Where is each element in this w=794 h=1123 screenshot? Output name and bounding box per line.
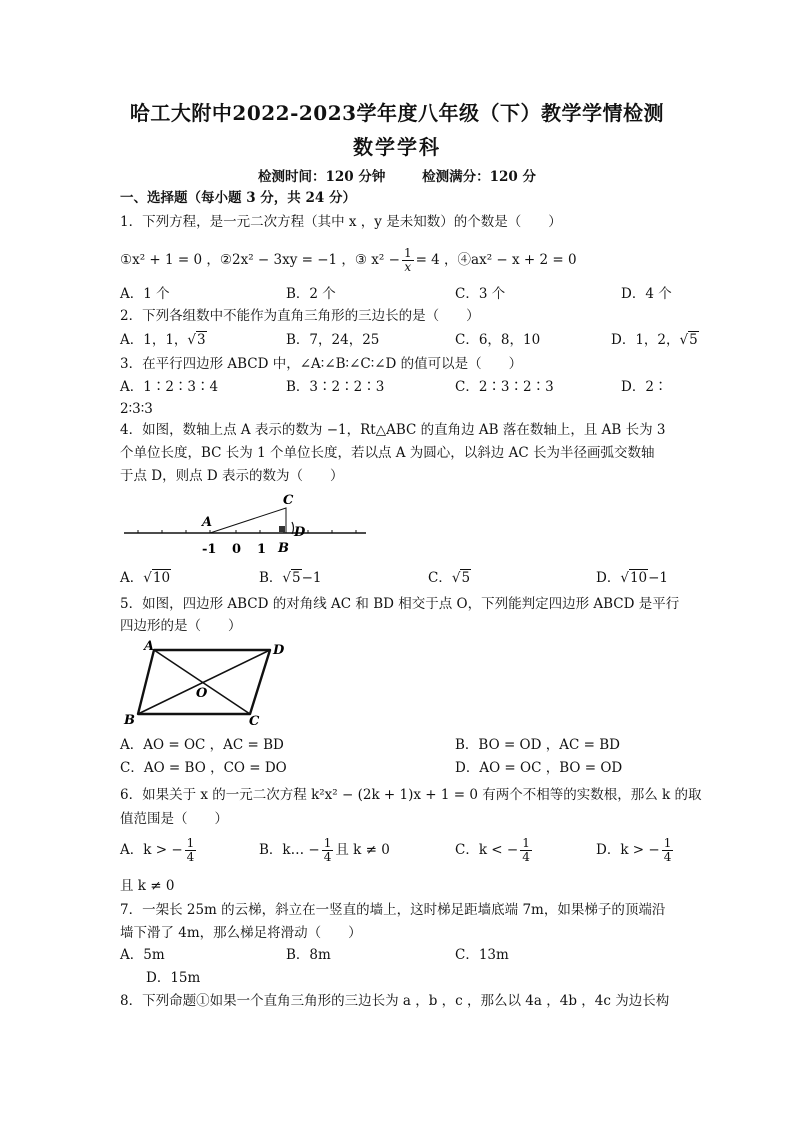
q1-option-c: C．3 个 [455, 286, 506, 302]
q4-stem-line3: 于点 D，则点 D 表示的数为（ ） [120, 468, 344, 484]
diagonal-bd [138, 650, 270, 714]
q6-opt-c-text: C．k < − [455, 842, 519, 858]
q2-opt-d-radicand: 5 [689, 332, 698, 348]
q6-frac-num: 1 [522, 836, 530, 850]
q4-opt-d-post: −1 [648, 570, 669, 586]
q3-option-b: B．3∶2∶2∶3 [286, 379, 385, 395]
q2-option-c: C．6，8，10 [455, 332, 541, 348]
q1-option-d: D．4 个 [621, 286, 672, 302]
label-d: D [273, 643, 285, 658]
q4-opt-c-text: C．√ [428, 570, 461, 586]
q6-option-d [596, 837, 675, 864]
exam-subject: 数学学科 [353, 135, 441, 159]
triangle-abc [210, 508, 286, 533]
q4-option-c [428, 569, 471, 587]
q7-option-a: A．5m [120, 947, 165, 963]
q6-option-a [120, 837, 198, 864]
q6-opt-b-text: B．k… − [259, 842, 320, 858]
label-d: D [294, 525, 306, 540]
q6-stem-line2: 值范围是（ ） [120, 811, 228, 827]
q6-frac-num: 1 [663, 836, 672, 850]
q5-option-b: B．BO = OD ，AC = BD [455, 737, 620, 753]
q6-frac-num: 1 [186, 836, 195, 850]
q4-stem-line1: 4．如图，数轴上点 A 表示的数为 −1，Rt△ABC 的直角边 AB 落在数轴上，且 AB 长为 3 [120, 422, 666, 438]
label-o: O [196, 686, 208, 701]
tick-label-1: 1 [257, 542, 267, 557]
section-heading: 一、选择题（每小题 3 分，共 24 分） [120, 190, 356, 206]
exam-score: 检测满分：120 分 [422, 169, 536, 185]
q3-option-c: C．2∶3∶2∶3 [455, 379, 554, 395]
tick-label-0: 0 [232, 542, 242, 557]
q6-opt-c-frac [520, 837, 532, 864]
q7-option-b: B．8m [286, 947, 331, 963]
exam-title: 哈工大附中2022-2023学年度八年级（下）教学学情检测 [129, 101, 665, 125]
q4-option-d [596, 569, 668, 587]
q3-option-d-cont: 2∶3∶3 [120, 401, 153, 417]
q7-stem-line2: 墙下滑了 4m，那么梯足将滑动（ ） [120, 925, 362, 941]
q6-opt-a-frac [185, 837, 197, 864]
q6-opt-a-text: A．k > − [120, 842, 183, 858]
q5-stem-line2: 四边形的是（ ） [120, 618, 242, 634]
q3-option-d: D．2∶ [621, 379, 668, 395]
q6-opt-d-text: D．k > − [596, 842, 660, 858]
q6-stem-line1: 6．如果关于 x 的一元二次方程 k²x² − (2k + 1)x + 1 = 0 有两个不相等的实数根，那么 k 的取 [120, 787, 702, 803]
label-b: B [278, 541, 289, 556]
q4-opt-d-radicand: 10 [629, 570, 648, 586]
q1-option-b: B．2 个 [286, 286, 336, 302]
q4-opt-a-radicand: 10 [152, 570, 171, 586]
q1-eq-part1: ①x² + 1 = 0 ，②2x² − 3xy = −1 ，③ x² − [120, 252, 400, 268]
q6-option-b [259, 837, 390, 864]
q4-opt-b-text: B．√ [259, 570, 292, 586]
q3-option-a: A．1∶2∶3∶4 [120, 379, 219, 395]
q5-figure [120, 640, 290, 730]
q4-opt-c-radicand: 5 [461, 570, 471, 586]
q1-equations [120, 247, 577, 274]
q5-option-a: A．AO = OC ，AC = BD [120, 737, 284, 753]
q5-option-d: D．AO = OC ，BO = OD [455, 760, 623, 776]
q1-option-a: A．1 个 [120, 286, 170, 302]
q6-frac-den: 4 [522, 850, 530, 864]
q3-stem: 3．在平行四边形 ABCD 中，∠A∶∠B∶∠C∶∠D 的值可以是（ ） [120, 356, 523, 372]
label-a: A [202, 515, 213, 530]
q1-fraction [402, 247, 414, 274]
exam-meta [0, 165, 794, 185]
q4-opt-a-text: A．√ [120, 570, 152, 586]
q5-stem-line1: 5．如图，四边形 ABCD 的对角线 AC 和 BD 相交于点 O，下列能判定四边形 ABCD 是平行 [120, 596, 680, 612]
q1-stem: 1．下列方程，是一元二次方程（其中 x ，y 是未知数）的个数是（ ） [120, 214, 562, 230]
q6-frac-den: 4 [186, 850, 195, 864]
q8-stem-line1: 8．下列命题①如果一个直角三角形的三边长为 a ，b ，c ，那么以 4a ，4b ，4c 为边长构 [120, 993, 670, 1009]
q2-opt-a-text: A．1，1，√ [120, 332, 197, 348]
q2-option-a [120, 331, 207, 349]
q2-opt-a-radicand: 3 [197, 332, 206, 348]
q5-option-c: C．AO = BO ，CO = DO [120, 760, 287, 776]
label-b: B [124, 713, 135, 728]
diagonal-ac [154, 650, 250, 714]
q4-opt-b-radicand: 5 [292, 570, 301, 586]
q6-opt-b-post: 且 k ≠ 0 [335, 842, 390, 858]
q6-opt-d-frac [662, 837, 674, 864]
q6-frac-den: 4 [323, 850, 332, 864]
q6-frac-den: 4 [663, 850, 672, 864]
q2-option-b: B．7，24，25 [286, 332, 380, 348]
q7-option-c: C．13m [455, 947, 509, 963]
q2-stem: 2．下列各组数中不能作为直角三角形的三边长的是（ ） [120, 308, 480, 324]
q1-eq-part2: = 4 ，④ax² − x + 2 = 0 [415, 252, 577, 268]
label-c: C [283, 493, 294, 508]
q4-stem-line2: 个单位长度，BC 长为 1 个单位长度，若以点 A 为圆心，以斜边 AC 长为半径画弧交数轴 [120, 445, 655, 461]
q2-opt-d-text: D．1，2，√ [611, 332, 689, 348]
q7-option-d: D．15m [146, 970, 201, 986]
q6-opt-b-frac [322, 837, 334, 864]
exam-time: 检测时间：120 分钟 [258, 169, 386, 185]
q2-option-d [611, 331, 699, 349]
q4-opt-d-text: D．√ [596, 570, 629, 586]
label-a: A [144, 640, 155, 654]
q4-option-b [259, 569, 322, 587]
right-angle-mark [279, 526, 285, 532]
q7-stem-line1: 7．一架长 25m 的云梯，斜立在一竖直的墙上，这时梯足距墙底端 7m，如果梯子的顶端沿 [120, 902, 666, 918]
q4-option-a [120, 569, 171, 587]
label-c: C [249, 714, 260, 729]
tick-label-neg1: -1 [202, 542, 217, 557]
q4-opt-b-post: −1 [301, 570, 322, 586]
q6-option-d-cont: 且 k ≠ 0 [120, 878, 175, 894]
q1-frac-num: 1 [403, 246, 412, 260]
q6-option-c [455, 837, 534, 864]
q1-frac-den: x [404, 260, 412, 274]
q6-frac-num: 1 [323, 836, 332, 850]
q4-figure [120, 490, 370, 560]
